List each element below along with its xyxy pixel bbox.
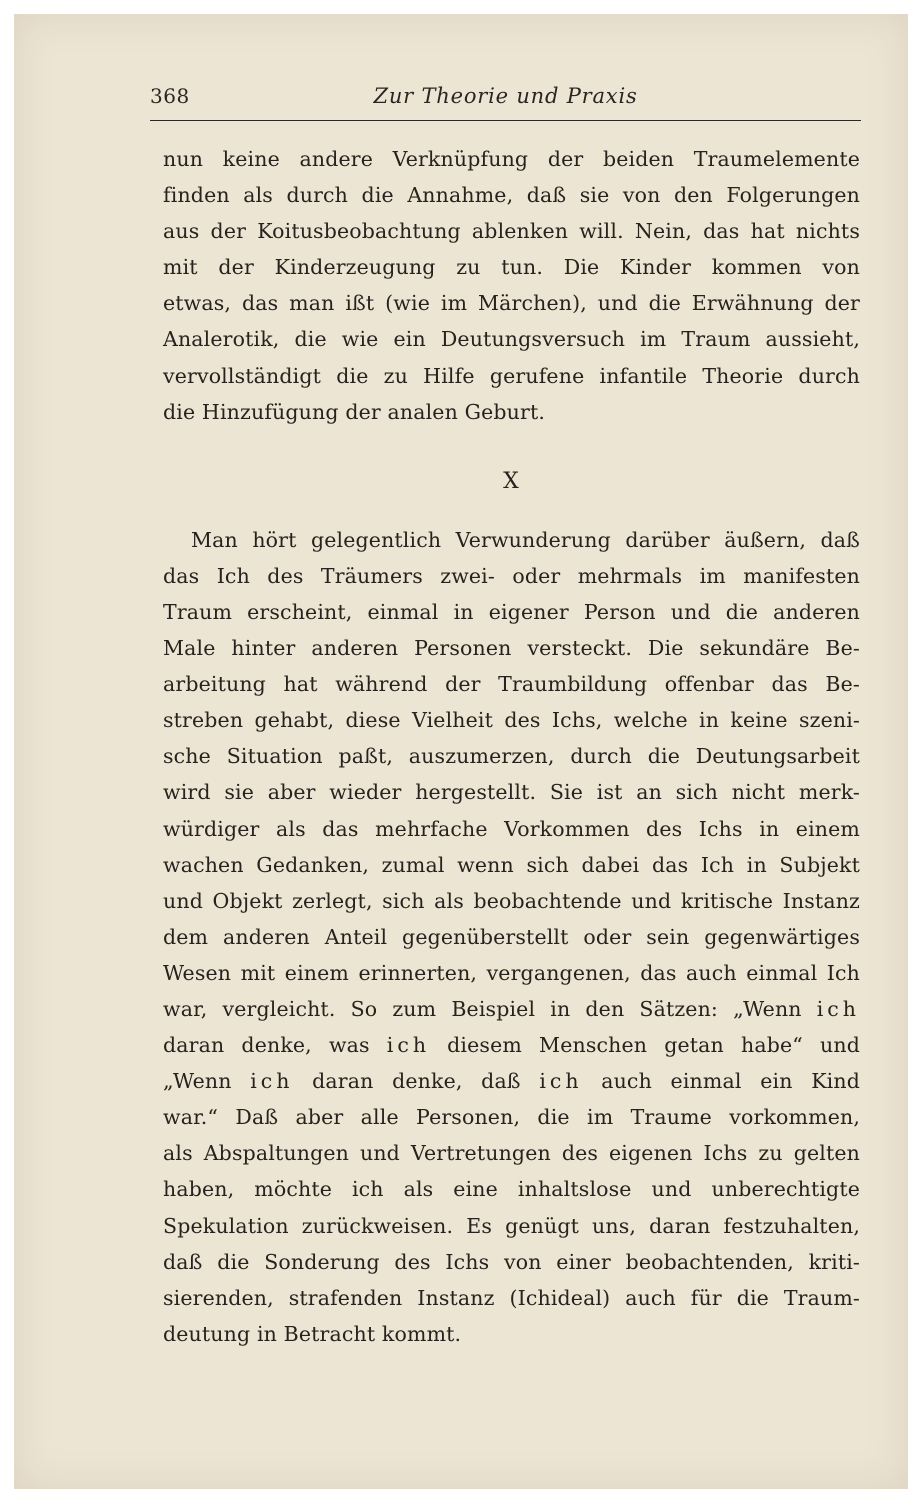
text-segment: daran denke, daß xyxy=(293,1069,540,1094)
text-line: haben, möchte ich als eine inhaltslose und unberechtigte xyxy=(163,1177,860,1202)
text-line: Wesen mit einem erinnerten, vergangenen, das auch einmal Ich xyxy=(163,960,860,985)
emphasized-word: ich xyxy=(250,1069,294,1094)
running-title: Zur Theorie und Praxis xyxy=(373,84,638,108)
text-segment: auch einmal ein Kind xyxy=(582,1069,860,1094)
text-line: als Abspaltungen und Vertretungen des eigenen Ichs zu gelten xyxy=(163,1141,860,1166)
page-number: 368 xyxy=(150,84,190,108)
text-line: Male hinter anderen Personen versteckt. Die sekundäre Be- xyxy=(163,636,860,661)
text-line: würdiger als das mehrfache Vorkommen des Ichs in einem xyxy=(163,816,860,841)
text-line xyxy=(163,1063,860,1099)
text-line: das Ich des Träumers zwei- oder mehrmals im manifesten xyxy=(163,563,860,588)
text-line: sierenden, strafenden Instanz (Ichideal) auch für die Traum- xyxy=(163,1285,860,1310)
paragraph-2 xyxy=(163,522,860,1352)
text-line: und Objekt zerlegt, sich als beobachtende und kritische Instanz xyxy=(163,888,860,913)
text-line: Man hört gelegentlich Verwunderung darüber äußern, daß xyxy=(191,527,860,552)
emphasized-word: ich xyxy=(386,1033,431,1058)
text-line: wird sie aber wieder hergestellt. Sie ist an sich nicht merk- xyxy=(163,780,860,805)
text-segment: diesem Menschen getan habe“ und xyxy=(430,1033,860,1058)
text-line: deutung in Betracht kommt. xyxy=(163,1321,462,1346)
text-segment: daran denke, was xyxy=(163,1033,387,1058)
emphasized-word: ich xyxy=(816,996,860,1021)
text-line: streben gehabt, diese Vielheit des Ichs, welche in keine szeni- xyxy=(163,708,860,733)
text-line: wachen Gedanken, zumal wenn sich dabei das Ich in Subjekt xyxy=(163,852,860,877)
text-line: Traum erscheint, einmal in eigener Person und die anderen xyxy=(163,599,860,624)
text-line: arbeitung hat während der Traumbildung offenbar das Be- xyxy=(163,672,860,697)
text-segment: war, vergleicht. So zum Beispiel in den Sätzen: „Wenn xyxy=(163,996,817,1021)
section-heading: X xyxy=(503,468,520,494)
text-line: mit der Kinderzeugung zu tun. Die Kinder kommen von xyxy=(163,255,860,280)
page-header xyxy=(150,84,861,118)
text-line xyxy=(163,1027,860,1063)
text-line: daß die Sonderung des Ichs von einer beobachtenden, kriti- xyxy=(163,1249,860,1274)
text-line xyxy=(163,991,860,1027)
text-line: etwas, das man ißt (wie im Märchen), und die Erwähnung der xyxy=(163,291,860,316)
text-line: nun keine andere Verknüpfung der beiden Traumelemente xyxy=(163,147,860,171)
text-line: vervollständigt die zu Hilfe gerufene infantile Theorie durch xyxy=(163,363,860,388)
text-line: Spekulation zurückweisen. Es genügt uns, daran festzuhalten, xyxy=(163,1213,860,1238)
body-text xyxy=(163,141,860,1352)
paragraph-1 xyxy=(163,141,860,430)
text-line: aus der Koitusbeobachtung ablenken will. Nein, das hat nichts xyxy=(163,219,860,244)
header-rule xyxy=(150,120,861,121)
text-segment: „Wenn xyxy=(163,1069,251,1094)
text-line: Analerotik, die wie ein Deutungsversuch im Traum aussieht, xyxy=(163,327,860,352)
text-line: war.“ Daß aber alle Personen, die im Traume vorkommen, xyxy=(163,1105,860,1130)
text-line: sche Situation paßt, auszumerzen, durch die Deutungsarbeit xyxy=(163,744,860,769)
text-line: dem anderen Anteil gegenüberstellt oder sein gegenwärtiges xyxy=(163,924,860,949)
text-line: finden als durch die Annahme, daß sie von den Folgerungen xyxy=(163,183,860,208)
emphasized-word: ich xyxy=(539,1069,583,1094)
text-line: die Hinzufügung der analen Geburt. xyxy=(163,399,546,424)
